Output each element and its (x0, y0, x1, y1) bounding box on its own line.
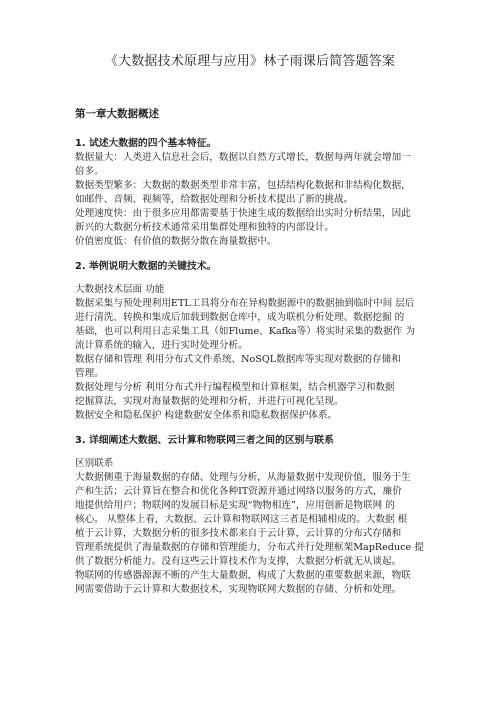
paragraph-line: 数据采集与预处理利用ETL工具将分布在异构数据源中的数据抽到临时中间 层后 (75, 298, 415, 309)
paragraph-line: 进行清洗、转换和集成后加载到数据仓库中，成为联机分析处理、数据挖掘 的 (75, 312, 405, 323)
paragraph-line: 流计算系统的输入，进行实时处理分析。 (75, 340, 248, 351)
paragraph-line: 管理系统提供了海量数据的存储和管理能力，分布式并行处理框架MapReduce 提 (75, 542, 424, 553)
paragraph-line: 大数据技术层面 功能 (75, 284, 165, 295)
paragraph-line: 核心。 从整体上看，大数据、云计算和物联网这三者是相辅相成的。大数据 根 (75, 514, 408, 525)
paragraph-line: 植于云计算，大数据分析的很多技术都来自于云计算，云计算的分布式存储和 (75, 528, 402, 539)
paragraph-line: 大数据侧重于海量数据的存储、处理与分析，从海量数据中发现价值，服务于生 (75, 472, 411, 483)
question-3: 3. 详细阐述大数据、云计算和物联网三者之间的区别与联系 (75, 435, 334, 446)
paragraph-line: 区别联系 (75, 458, 114, 469)
paragraph-line: 地提供给用户；物联网的发展目标是实现“物物相连”，应用创新是物联网 的 (75, 500, 395, 511)
paragraph-line: 数据类型繁多：大数据的数据类型非常丰富，包括结构化数据和非结构化数据， (75, 180, 411, 191)
paragraph-line: 数据存储和管理 利用分布式文件系统、NoSQL数据库等实现对数据的存储和 (75, 354, 401, 365)
question-1: 1. 试述大数据的四个基本特征。 (75, 138, 217, 149)
paragraph-line: 基础，也可以利用日志采集工具（如Flume、Kafka等）将实时采集的数据作 为 (75, 326, 415, 337)
paragraph-line: 管理。 (75, 368, 104, 379)
paragraph-line: 网需要借助于云计算和大数据技术，实现物联网大数据的存储、分析和处理。 (75, 584, 402, 595)
question-2: 2. 举例说明大数据的关键技术。 (75, 261, 217, 272)
paragraph-line: 新兴的大数据分析技术通常采用集群处理和独特的内部设计。 (75, 222, 335, 233)
paragraph-line: 物联网的传感器源源不断的产生大量数据，构成了大数据的重要数据来源，物联 (75, 570, 411, 581)
paragraph-line: 供了数据分析能力。没有这些云计算技术作为支撑，大数据分析就无从谈起。 (75, 556, 402, 567)
paragraph-line: 倍多。 (75, 166, 104, 177)
paragraph-line: 数据处理与分析 利用分布式并行编程模型和计算框架，结合机器学习和数据 (75, 382, 395, 393)
paragraph-line: 处理速度快：由于很多应用都需要基于快速生成的数据给出实时分析结果，因此 (75, 208, 411, 219)
paragraph-line: 数据量大：人类进入信息社会后，数据以自然方式增长，数据每两年就会增加一 (75, 152, 411, 163)
paragraph-line: 产和生活；云计算旨在整合和优化各种IT资源并通过网络以服务的方式，廉价 (75, 486, 402, 497)
paragraph-line: 如邮件、音频、视频等，给数据处理和分析技术提出了新的挑战。 (75, 194, 354, 205)
paragraph-line: 挖掘算法，实现对海量数据的处理和分析，并进行可视化呈现。 (75, 396, 344, 407)
document-title: 《大数据技术原理与应用》林子雨课后简答题答案 (104, 54, 396, 69)
paragraph-line: 价值密度低：有价值的数据分散在海量数据中。 (75, 236, 277, 247)
chapter-heading: 第一章大数据概述 (75, 108, 159, 120)
paragraph-line: 数据安全和隐私保护 构建数据安全体系和隐私数据保护体系。 (75, 410, 338, 421)
